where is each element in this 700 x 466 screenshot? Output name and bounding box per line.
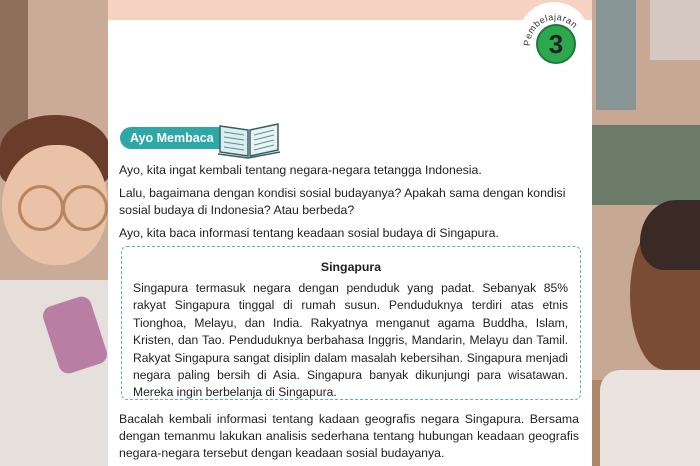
- intro-paragraph-3: Ayo, kita baca informasi tentang keadaan sosial budaya di Singapura.: [119, 226, 499, 240]
- lesson-label: Pembelajaran: [521, 11, 580, 47]
- intro-paragraph-2: Lalu, bagaimana dengan kondisi sosial budayanya? Apakah sama dengan kondisi sosial budaya di Indonesia? Atau berbeda?: [119, 186, 566, 217]
- section-label: Ayo Membaca: [120, 127, 232, 149]
- student-left-glasses: [62, 185, 108, 231]
- student-left-glasses: [18, 185, 64, 231]
- info-box-body: Singapura termasuk negara dengan penduduk yang padat. Sebanyak 85% rakyat Singapura tinggal di rumah susun. Penduduknya terdiri atas etnis Tionghoa, Melayu, dan India. Rakyatnya menganut agama Buddha, Islam, Kristen, dan Tao. Penduduknya berbahasa Inggris, Mandarin, Melayu dan Tamil. Rakyat Singapura sangat disiplin dalam masalah kebersihan. Singapura menjadi negara paling bersih di Asia. Singapura banyak dikunjungi para wisatawan. Mereka ingin berbelanja di Singapura.: [133, 281, 568, 400]
- info-box-title: Singapura: [320, 260, 382, 274]
- paper-poster-right: [650, 0, 700, 60]
- lesson-number: 3: [536, 24, 576, 64]
- open-book-icon: [216, 118, 282, 160]
- intro-paragraph-1: Ayo, kita ingat kembali tentang negara-negara tetangga Indonesia.: [119, 163, 482, 177]
- closing-paragraph: Bacalah kembali informasi tentang kadaan geografis negara Singapura. Bersama dengan temanmu lakukan analisis sederhana tentang hubungan keadaan geografis negara-negara tersebut dengan keadaan sosial budayanya.: [119, 412, 579, 460]
- poster-right: [596, 0, 636, 110]
- student-right-shirt: [600, 370, 700, 466]
- chalkboard-right: [590, 125, 700, 205]
